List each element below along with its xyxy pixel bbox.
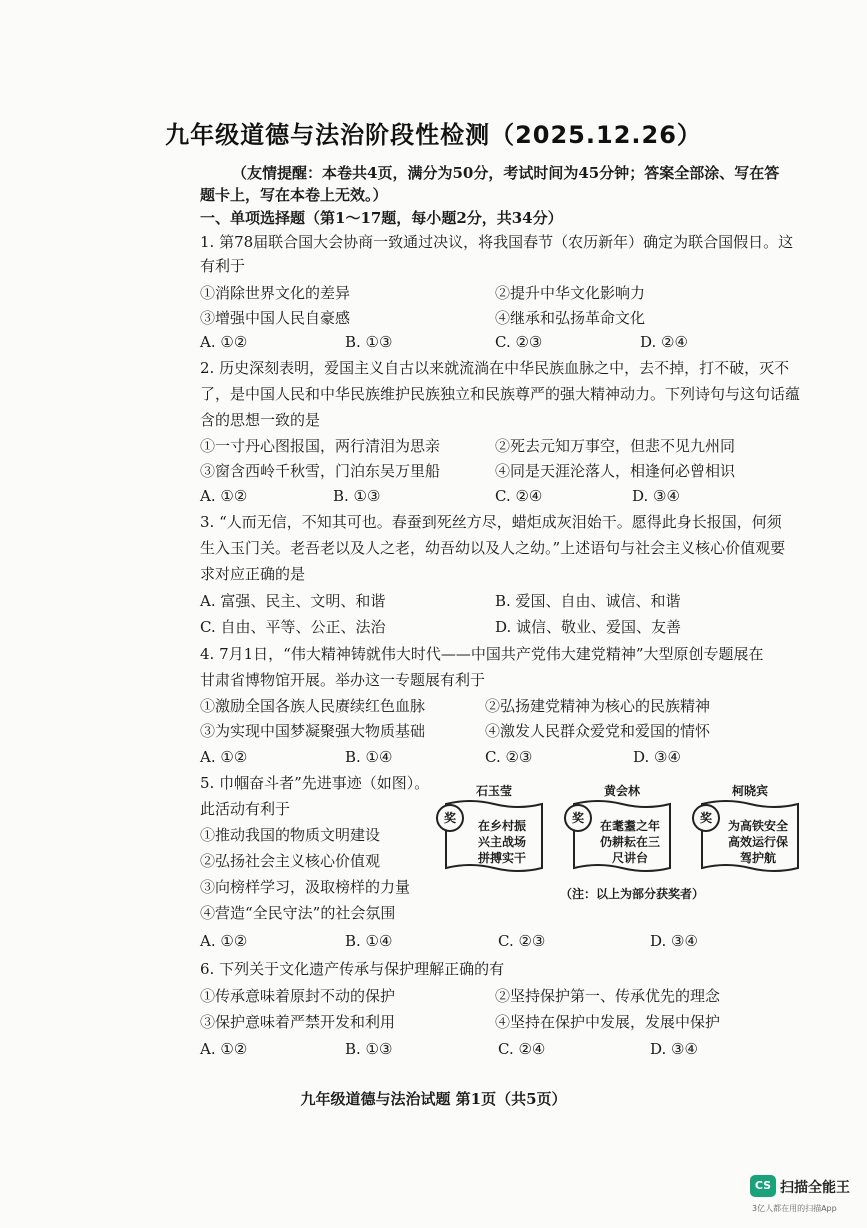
awardee-desc-line: 在耄耋之年 [599, 819, 660, 833]
award-card [568, 784, 676, 880]
q2-option-c: C. ②④ [495, 487, 543, 505]
q6-statement-2: ②坚持保护第一、传承优先的理念 [495, 987, 721, 1005]
q5-option-a: A. ①② [200, 932, 248, 950]
q3-option-a: A. 富强、民主、文明、和谐 [200, 592, 386, 610]
q3-stem-3: 求对应正确的是 [200, 565, 306, 583]
q6-option-d: D. ③④ [650, 1040, 698, 1058]
award-figure [440, 780, 810, 905]
figure-note: （注：以上为部分获奖者） [560, 887, 705, 901]
q6-option-c: C. ②④ [498, 1040, 546, 1058]
q1-statement-3: ③增强中国人民自豪感 [200, 309, 351, 327]
q6-option-b: B. ①③ [345, 1040, 393, 1058]
q1-option-c: C. ②③ [495, 333, 543, 351]
camscanner-logo-icon: CS [750, 1175, 776, 1197]
q3-stem-1: 3. “人而无信，不知其可也。春蚕到死丝方尽，蜡炬成灰泪始干。愿得此身长报国，何须 [200, 513, 782, 531]
q2-stem-2: 了，是中国人民和中华民族维护民族独立和民族尊严的强大精神动力。下列诗句与这句话蕴 [200, 385, 801, 403]
q5-option-c: C. ②③ [498, 932, 546, 950]
q5-statement-4: ④营造“全民守法”的社会氛围 [200, 904, 396, 922]
q1-stem-1: 1. 第78届联合国大会协商一致通过决议，将我国春节（农历新年）确定为联合国假日。这 [200, 233, 794, 251]
q5-statement-1: ①推动我国的物质文明建设 [200, 826, 381, 844]
q4-stem-1: 4. 7月1日，“伟大精神铸就伟大时代——中国共产党伟大建党精神”大型原创专题展在 [200, 645, 764, 663]
q5-statement-2: ②弘扬社会主义核心价值观 [200, 852, 381, 870]
q1-option-a: A. ①② [200, 333, 248, 351]
section-heading: 一、单项选择题（第1～17题，每小题2分，共34分） [200, 209, 563, 227]
awardee-desc [462, 818, 542, 866]
award-card [696, 784, 804, 880]
q4-option-a: A. ①② [200, 748, 248, 766]
q6-statement-4: ④坚持在保护中发展，发展中保护 [495, 1013, 721, 1031]
q1-statement-4: ④继承和弘扬革命文化 [495, 309, 646, 327]
award-card [440, 784, 548, 880]
q4-option-d: D. ③④ [633, 748, 681, 766]
scanner-tagline: 3亿人都在用的扫描App [752, 1204, 837, 1213]
q1-statement-1: ①消除世界文化的差异 [200, 284, 351, 302]
q6-option-a: A. ①② [200, 1040, 248, 1058]
q4-option-c: C. ②③ [485, 748, 533, 766]
q1-option-d: D. ②④ [640, 333, 688, 351]
q3-option-b: B. 爱国、自由、诚信、和谐 [495, 592, 681, 610]
awardee-desc [590, 818, 670, 866]
q2-option-d: D. ③④ [632, 487, 680, 505]
page-title: 九年级道德与法治阶段性检测（2025.12.26） [165, 121, 702, 149]
q2-option-b: B. ①③ [333, 487, 381, 505]
award-seal-icon: 奖 [436, 804, 464, 832]
awardee-desc-line: 高效运行保 [727, 835, 788, 849]
awardee-desc-line: 在乡村振 [477, 819, 526, 833]
q4-stem-2: 甘肃省博物馆开展。举办这一专题展有利于 [200, 671, 486, 689]
q4-statement-2: ②弘扬建党精神为核心的民族精神 [485, 697, 711, 715]
awardee-desc [718, 818, 798, 866]
awardee-name: 黄会林 [603, 784, 640, 798]
awardee-desc-line: 拼搏实干 [477, 851, 526, 865]
q3-option-c: C. 自由、平等、公正、法治 [200, 618, 386, 636]
q5-stem-1: 5. 巾帼奋斗者”先进事迹（如图）。 [200, 774, 430, 792]
q2-statement-1: ①一寸丹心图报国，两行清泪为思亲 [200, 437, 441, 455]
q6-statement-3: ③保护意味着严禁开发和利用 [200, 1013, 396, 1031]
q4-option-b: B. ①④ [345, 748, 393, 766]
awardee-desc-line: 为高铁安全 [727, 819, 788, 833]
award-seal-icon: 奖 [564, 804, 592, 832]
q1-statement-2: ②提升中华文化影响力 [495, 284, 646, 302]
q4-statement-1: ①激励全国各族人民赓续红色血脉 [200, 697, 426, 715]
q5-stem-2: 此活动有利于 [200, 800, 291, 818]
awardee-name: 石玉莹 [475, 784, 512, 798]
q2-statement-4: ④同是天涯沦落人，相逢何必曾相识 [495, 462, 736, 480]
q5-option-b: B. ①④ [345, 932, 393, 950]
award-seal-icon: 奖 [692, 804, 720, 832]
q1-option-b: B. ①③ [345, 333, 393, 351]
q6-stem-1: 6. 下列关于文化遗产传承与保护理解正确的有 [200, 960, 505, 978]
scanner-app-name: 扫描全能王 [780, 1180, 850, 1196]
q5-statement-3: ③向榜样学习，汲取榜样的力量 [200, 878, 411, 896]
q3-stem-2: 生入玉门关。老吾老以及人之老，幼吾幼以及人之幼。”上述语句与社会主义核心价值观要 [200, 539, 786, 557]
q1-stem-2: 有利于 [200, 257, 246, 275]
q4-statement-4: ④激发人民群众爱党和爱国的情怀 [485, 722, 711, 740]
q2-stem-3: 含的思想一致的是 [200, 411, 321, 429]
q4-statement-3: ③为实现中国梦凝聚强大物质基础 [200, 722, 426, 740]
q5-option-d: D. ③④ [650, 932, 698, 950]
awardee-desc-line: 仍耕耘在三 [599, 835, 660, 849]
q2-option-a: A. ①② [200, 487, 248, 505]
q2-statement-3: ③窗含西岭千秋雪，门泊东吴万里船 [200, 462, 441, 480]
q2-stem-1: 2. 历史深刻表明，爱国主义自古以来就流淌在中华民族血脉之中，去不掉，打不破，灭不 [200, 359, 790, 377]
notice-line-2: 题卡上，写在本卷上无效。） [200, 186, 388, 204]
awardee-desc-line: 尺讲台 [611, 851, 648, 865]
page-footer: 九年级道德与法治试题 第1页（共5页） [300, 1090, 567, 1108]
awardee-name: 柯晓宾 [731, 784, 768, 798]
awardee-desc-line: 驾护航 [739, 851, 776, 865]
q6-statement-1: ①传承意味着原封不动的保护 [200, 987, 396, 1005]
notice-line-1: （友情提醒：本卷共4页，满分为50分，考试时间为45分钟；答案全部涂、写在答 [232, 164, 780, 182]
q2-statement-2: ②死去元知万事空，但悲不见九州同 [495, 437, 736, 455]
awardee-desc-line: 兴主战场 [477, 835, 526, 849]
q3-option-d: D. 诚信、敬业、爱国、友善 [495, 618, 682, 636]
